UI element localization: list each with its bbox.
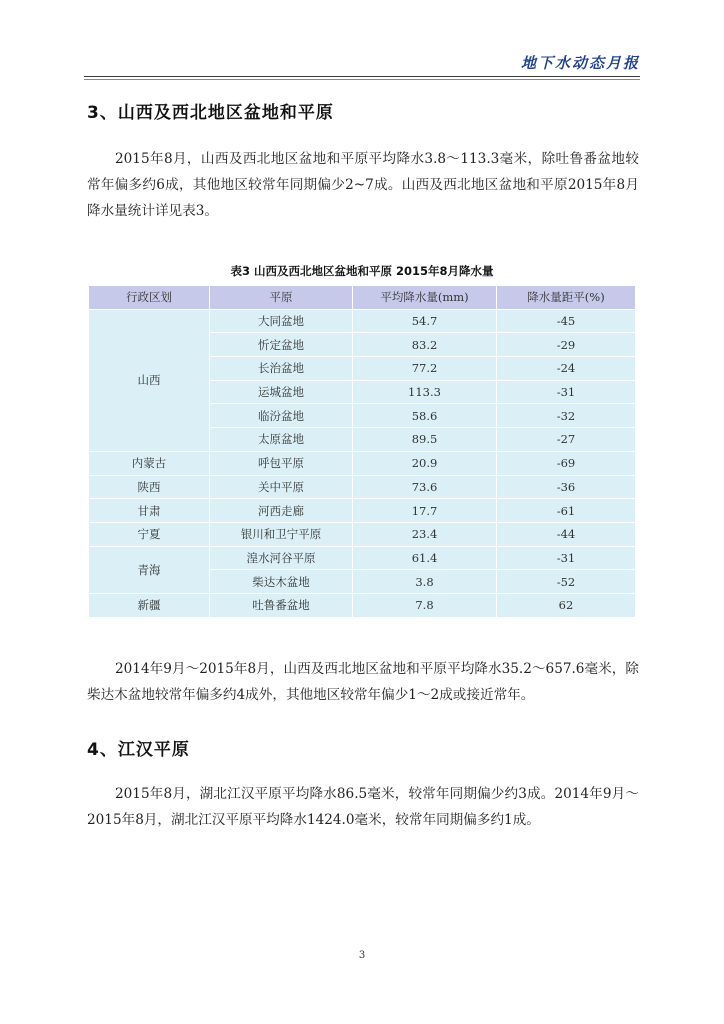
cell-anomaly: -69 [497, 451, 636, 475]
table-row [89, 475, 636, 499]
cell-region: 新疆 [89, 593, 210, 617]
table-row [89, 522, 636, 546]
cell-anomaly: 62 [497, 593, 636, 617]
cell-anomaly: -27 [497, 428, 636, 452]
cell-rainfall: 3.8 [353, 570, 497, 594]
cell-region: 宁夏 [89, 522, 210, 546]
cell-rainfall: 77.2 [353, 357, 497, 381]
cell-plain: 临汾盆地 [210, 404, 353, 428]
cell-rainfall: 58.6 [353, 404, 497, 428]
cell-plain: 柴达木盆地 [210, 570, 353, 594]
cell-region: 山西 [89, 309, 210, 451]
table-row [89, 546, 636, 570]
header-rule [84, 76, 640, 80]
table-header-row [89, 286, 636, 310]
cell-anomaly: -36 [497, 475, 636, 499]
cell-rainfall: 83.2 [353, 333, 497, 357]
cell-region: 甘肃 [89, 499, 210, 523]
table-row [89, 309, 636, 333]
section-4-heading: 4、江汉平原 [87, 740, 190, 760]
table-3-caption: 表3 山西及西北地区盆地和平原 2015年8月降水量 [230, 264, 494, 278]
column-header-anomaly: 降水量距平(%) [497, 286, 636, 310]
cell-region: 陕西 [89, 475, 210, 499]
cell-plain: 湟水河谷平原 [210, 546, 353, 570]
cell-plain: 太原盆地 [210, 428, 353, 452]
rainfall-table [88, 285, 636, 618]
cell-rainfall: 7.8 [353, 593, 497, 617]
cell-plain: 运城盆地 [210, 380, 353, 404]
column-header-region: 行政区划 [89, 286, 210, 310]
cell-rainfall: 73.6 [353, 475, 497, 499]
cell-anomaly: -29 [497, 333, 636, 357]
cell-anomaly: -52 [497, 570, 636, 594]
table-body [89, 309, 636, 617]
cell-plain: 呼包平原 [210, 451, 353, 475]
cell-rainfall: 113.3 [353, 380, 497, 404]
column-header-plain: 平原 [210, 286, 353, 310]
cell-anomaly: -44 [497, 522, 636, 546]
cell-anomaly: -31 [497, 380, 636, 404]
column-header-rainfall: 平均降水量(mm) [353, 286, 497, 310]
section-3-paragraph-1: 2015年8月，山西及西北地区盆地和平原平均降水3.8～113.3毫米，除吐鲁番盆地较常年偏多约6成，其他地区较常年同期偏少2~7成。山西及西北地区盆地和平原2015年8月降水量统计详见表3。 [87, 151, 639, 219]
section-4-paragraph-1: 2015年8月，湖北江汉平原平均降水86.5毫米，较常年同期偏少约3成。2014年9月～2015年8月，湖北江汉平原平均降水1424.0毫米，较常年同期偏多约1成。 [87, 786, 639, 828]
cell-plain: 大同盆地 [210, 309, 353, 333]
cell-rainfall: 61.4 [353, 546, 497, 570]
table-row [89, 499, 636, 523]
cell-plain: 银川和卫宁平原 [210, 522, 353, 546]
cell-anomaly: -32 [497, 404, 636, 428]
cell-plain: 河西走廊 [210, 499, 353, 523]
report-title: 地下水动态月报 [520, 54, 640, 72]
table-row [89, 451, 636, 475]
cell-rainfall: 54.7 [353, 309, 497, 333]
cell-rainfall: 17.7 [353, 499, 497, 523]
cell-plain: 关中平原 [210, 475, 353, 499]
cell-anomaly: -45 [497, 309, 636, 333]
cell-region: 内蒙古 [89, 451, 210, 475]
cell-rainfall: 20.9 [353, 451, 497, 475]
cell-rainfall: 23.4 [353, 522, 497, 546]
cell-anomaly: -31 [497, 546, 636, 570]
section-3-paragraph-2: 2014年9月～2015年8月，山西及西北地区盆地和平原平均降水35.2～657.6毫米，除柴达木盆地较常年偏多约4成外，其他地区较常年偏少1～2成或接近常年。 [87, 661, 639, 703]
cell-plain: 长治盆地 [210, 357, 353, 381]
cell-region: 青海 [89, 546, 210, 593]
cell-plain: 忻定盆地 [210, 333, 353, 357]
cell-anomaly: -24 [497, 357, 636, 381]
table-row [89, 593, 636, 617]
section-3-heading: 3、山西及西北地区盆地和平原 [87, 103, 334, 123]
cell-plain: 吐鲁番盆地 [210, 593, 353, 617]
cell-rainfall: 89.5 [353, 428, 497, 452]
cell-anomaly: -61 [497, 499, 636, 523]
page-number: 3 [358, 950, 366, 961]
